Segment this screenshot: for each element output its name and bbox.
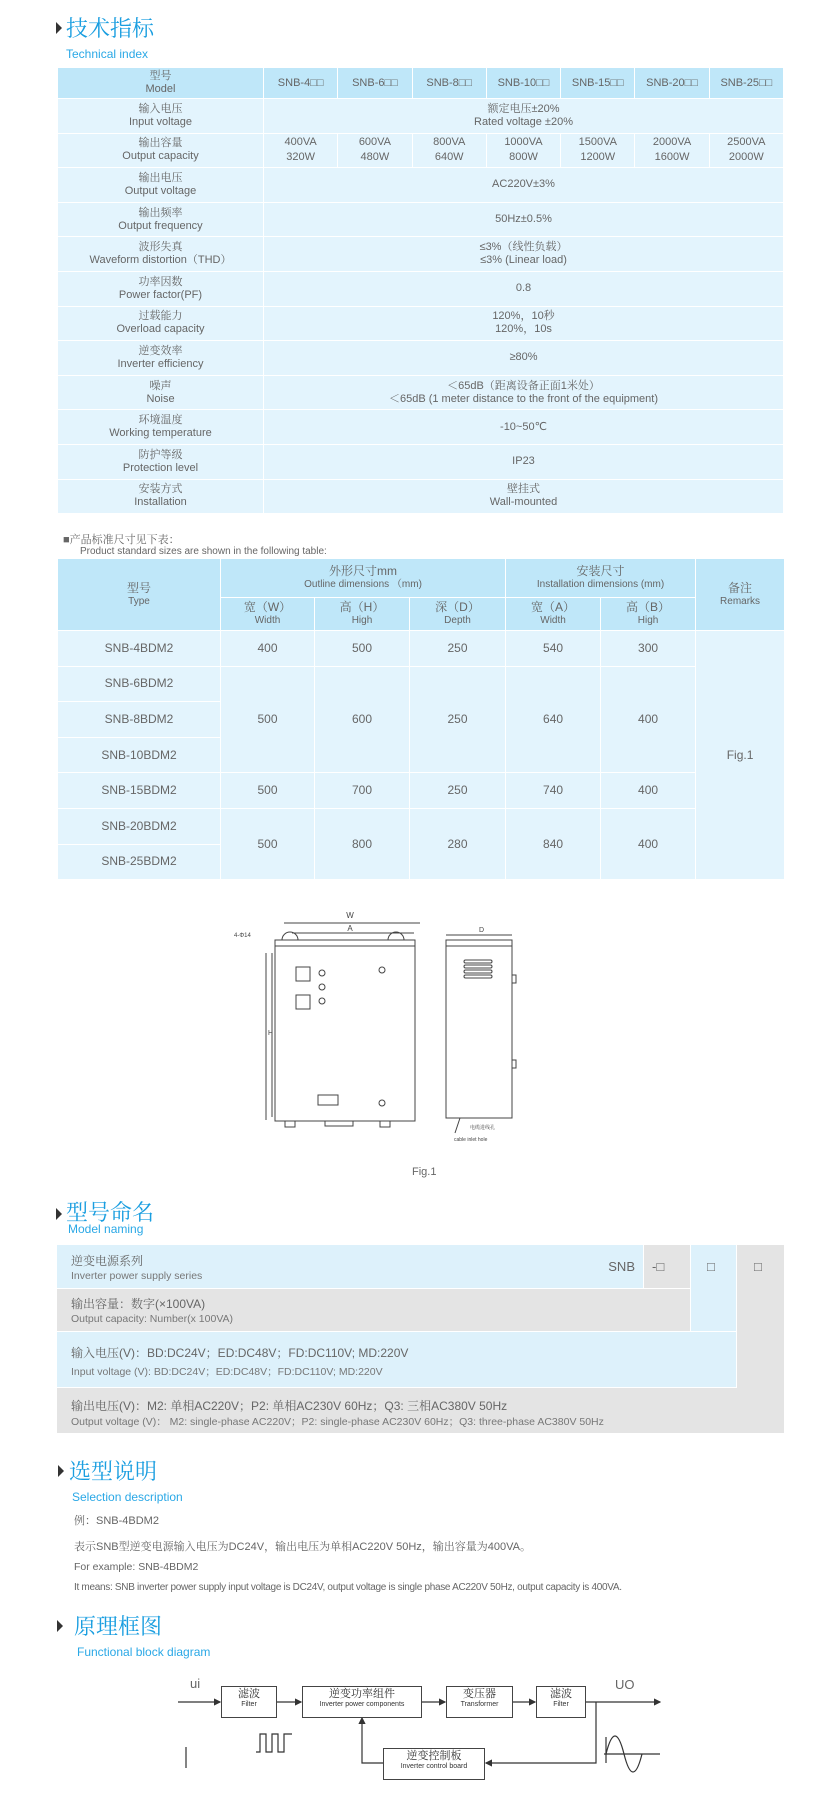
model-cell: SNB-15BDM2 xyxy=(58,773,221,809)
section-subtitle-block: Functional block diagram xyxy=(77,1645,211,1659)
meter-1 xyxy=(296,967,310,981)
slot-capacity: -□ xyxy=(652,1259,665,1274)
dimension-value: 400 xyxy=(601,808,696,879)
section-title-tech: 技术指标 xyxy=(66,17,155,42)
size-intro-en: Product standard sizes are shown in the following table: xyxy=(80,546,327,557)
spec-value xyxy=(264,444,784,479)
cell-line-cn: 800VA xyxy=(433,136,466,149)
spec-value xyxy=(264,133,338,168)
cell-line-en: Output frequency xyxy=(118,219,203,232)
spec-value xyxy=(264,306,784,341)
label-h: H xyxy=(268,1030,274,1037)
model-cell: SNB-8BDM2 xyxy=(58,702,221,738)
section-title-selection: 选型说明 xyxy=(69,1460,158,1485)
output-label: UO xyxy=(615,1677,635,1692)
cell-line-en: 120%，10s xyxy=(495,323,552,336)
cell-line-cn: 宽（W） xyxy=(243,600,292,614)
spec-label xyxy=(58,341,264,376)
spec-row xyxy=(58,133,784,168)
cell-line-en: Installation dimensions (mm) xyxy=(536,579,665,590)
block-label-en: Transformer xyxy=(460,1701,499,1708)
spec-value xyxy=(561,133,635,168)
cell-line-cn: 型号 xyxy=(149,70,172,82)
spec-label xyxy=(58,168,264,203)
section-subtitle-tech: Technical index xyxy=(66,47,149,61)
spec-value xyxy=(264,375,784,410)
block-inverter-power xyxy=(302,1686,422,1718)
cell-line-cn: 输出频率 xyxy=(138,206,183,219)
spec-row xyxy=(58,99,784,134)
cell-line-cn: 环境温度 xyxy=(138,414,183,427)
spec-label xyxy=(58,271,264,306)
cell-line-cn: 2000VA xyxy=(652,136,692,149)
cell-line-en: Outline dimensions （mm) xyxy=(304,579,422,590)
header-install xyxy=(506,559,696,598)
model-cell: SNB-10BDM2 xyxy=(58,737,221,773)
dimension-value: 640 xyxy=(506,666,601,773)
cell-line-cn: 宽（A） xyxy=(531,600,576,614)
block-label-en: Filter xyxy=(553,1701,569,1708)
slot-output: □ xyxy=(754,1259,762,1274)
capacity-cn: 输出容量：数字(×100VA) xyxy=(71,1297,206,1311)
cell-line-cn: ≥80% xyxy=(509,351,538,364)
spec-row xyxy=(58,341,784,376)
dimension-value: 600 xyxy=(315,666,410,773)
spec-value xyxy=(264,341,784,376)
dimension-value: 700 xyxy=(315,773,410,809)
header-model: SNB-15□□ xyxy=(561,68,635,99)
cell-line-en: 1600W xyxy=(654,151,690,164)
block-filter-in xyxy=(221,1686,277,1718)
cell-line-cn: 额定电压±20% xyxy=(487,102,560,115)
dimension-value: 280 xyxy=(410,808,506,879)
cell-line-en: Installation xyxy=(134,496,187,509)
header-dimension xyxy=(506,598,601,631)
spec-value xyxy=(709,133,783,168)
dimension-value: 250 xyxy=(410,773,506,809)
cell-line-cn: 1000VA xyxy=(504,136,543,149)
block-label-cn: 滤波 xyxy=(550,1688,572,1700)
cell-line-cn: 2500VA xyxy=(727,136,766,149)
cell-line-en: Noise xyxy=(146,392,175,405)
spec-row xyxy=(58,410,784,445)
cell-line-en: Wall-mounted xyxy=(489,496,558,509)
cell-line-en: Inverter efficiency xyxy=(117,357,204,370)
spec-value xyxy=(338,133,412,168)
dimension-value: 540 xyxy=(506,631,601,667)
spec-label xyxy=(58,410,264,445)
label-cable-cn: 电缆进线孔 xyxy=(470,1125,496,1131)
cell-line-cn: 壁挂式 xyxy=(507,483,540,496)
input-en: Input voltage (V): BD:DC24V；ED:DC48V；FD:DC110V; MD:220V xyxy=(71,1366,383,1378)
section-subtitle-naming: Model naming xyxy=(68,1222,144,1236)
meaning-en: It means: SNB inverter power supply input voltage is DC24V, output voltage is single phase AC220V 50Hz, output capacity is 400VA. xyxy=(74,1582,622,1593)
naming-row-output xyxy=(57,1388,784,1433)
cell-line-cn: 输入电压 xyxy=(138,102,183,115)
cell-line-en: Remarks xyxy=(720,595,761,607)
cell-line-cn: -10~50℃ xyxy=(500,420,547,433)
cell-line-en: Working temperature xyxy=(109,427,212,440)
cell-line-en: Output voltage xyxy=(124,184,197,197)
meter-2 xyxy=(296,995,310,1009)
cabinet-drawing xyxy=(230,905,570,1155)
cell-line-cn: ＜65dB（距离设备正面1米处） xyxy=(447,379,600,392)
section-title-naming: 型号命名 xyxy=(66,1201,155,1226)
header-remarks xyxy=(696,559,785,631)
spec-label xyxy=(58,375,264,410)
spec-value xyxy=(264,202,784,237)
block-transformer xyxy=(446,1686,513,1718)
cell-line-cn: 安装尺寸 xyxy=(576,564,625,578)
section-arrow-icon xyxy=(57,1620,63,1632)
section-subtitle-selection: Selection description xyxy=(72,1490,183,1504)
label-a: A xyxy=(347,924,353,933)
slot-input: □ xyxy=(707,1259,715,1274)
section-arrow-icon xyxy=(56,22,62,34)
spec-header-row xyxy=(58,68,784,99)
cell-line-en: Output capacity xyxy=(122,150,199,163)
dimension-value: 400 xyxy=(601,666,696,773)
spec-label xyxy=(58,133,264,168)
block-label-cn: 逆变控制板 xyxy=(406,1750,462,1762)
spec-label xyxy=(58,306,264,341)
cell-line-en: ＜65dB (1 meter distance to the front of the equipment) xyxy=(388,392,659,405)
dimension-value: 740 xyxy=(506,773,601,809)
dimension-value: 840 xyxy=(506,808,601,879)
input-label: ui xyxy=(190,1676,201,1691)
spec-row xyxy=(58,271,784,306)
cell-line-en: 320W xyxy=(286,151,316,164)
spec-value xyxy=(264,479,784,514)
spec-row xyxy=(58,306,784,341)
cell-line-cn: 输出容量 xyxy=(138,137,183,150)
output-en: Output voltage (V)： M2: single-phase AC220V；P2: single-phase AC230V 60Hz；Q3: three-phase AC380V 50Hz xyxy=(71,1416,604,1428)
header-model: SNB-4□□ xyxy=(264,68,338,99)
cell-line-en: Waveform distortion（THD） xyxy=(89,254,232,267)
capacity-en: Output capacity: Number(x 100VA) xyxy=(71,1313,234,1325)
spec-label xyxy=(58,444,264,479)
mount-rail xyxy=(275,940,415,946)
example-cn: 例：SNB-4BDM2 xyxy=(74,1515,159,1527)
cell-line-cn: 波形失真 xyxy=(138,241,183,254)
input-cn: 输入电压(V)：BD:DC24V；ED:DC48V；FD:DC110V; MD:220V xyxy=(71,1346,409,1360)
dimension-value: 250 xyxy=(410,666,506,773)
cell-line-cn: 600VA xyxy=(358,136,392,149)
label-hole: 4-Φ14 xyxy=(234,933,251,939)
cell-line-en: 2000W xyxy=(728,151,764,164)
dimension-value: 500 xyxy=(221,666,315,773)
cell-line-cn: 外形尺寸mm xyxy=(329,564,398,578)
cell-line-cn: 型号 xyxy=(126,580,151,595)
section-title-block: 原理框图 xyxy=(74,1615,163,1640)
naming-row-series xyxy=(57,1245,644,1288)
dimension-value: 800 xyxy=(315,808,410,879)
cell-line-en: 640W xyxy=(434,151,464,164)
series-cn: 逆变电源系列 xyxy=(71,1254,144,1268)
lock-top xyxy=(379,967,385,973)
series-code: SNB xyxy=(608,1259,635,1274)
dimension-value: 500 xyxy=(315,631,410,667)
label-w: W xyxy=(346,911,354,920)
dimension-value: 400 xyxy=(221,631,315,667)
cell-line-en: High xyxy=(351,615,373,626)
cell-line-en: 480W xyxy=(360,151,390,164)
spec-row xyxy=(58,479,784,514)
terminal-strip xyxy=(325,1121,353,1126)
cell-line-en: 1200W xyxy=(580,151,616,164)
cell-line-cn: 深（D） xyxy=(435,600,480,614)
cell-line-en: High xyxy=(637,615,659,626)
header-type xyxy=(58,559,221,631)
header-dimension xyxy=(221,598,315,631)
cell-line-cn: ≤3%（线性负载） xyxy=(479,241,568,254)
figure-caption: Fig.1 xyxy=(412,1166,437,1178)
cell-line-en: Width xyxy=(254,615,281,626)
cell-line-cn: 噪声 xyxy=(149,379,172,392)
spec-value xyxy=(264,99,784,134)
header-dimension xyxy=(315,598,410,631)
spec-label xyxy=(58,202,264,237)
naming-row-input xyxy=(57,1331,737,1388)
cell-line-cn: 输出电压 xyxy=(138,171,183,184)
header-model: SNB-8□□ xyxy=(412,68,486,99)
meaning-cn: 表示SNB型逆变电源输入电压为DC24V，输出电压为单相AC220V 50Hz，输出容量为400VA。 xyxy=(74,1541,531,1553)
header-model-label xyxy=(58,68,264,99)
spec-row xyxy=(58,375,784,410)
size-intro-cn: ■产品标准尺寸见下表： xyxy=(63,534,180,546)
spec-value xyxy=(264,168,784,203)
spec-value xyxy=(264,410,784,445)
square-waveform xyxy=(256,1734,292,1752)
header-model: SNB-20□□ xyxy=(635,68,709,99)
spec-value xyxy=(264,271,784,306)
cell-line-cn: 高（B） xyxy=(626,600,671,614)
spec-row xyxy=(58,168,784,203)
spec-label xyxy=(58,99,264,134)
cell-line-en: Power factor(PF) xyxy=(118,288,203,301)
cell-line-cn: 0.8 xyxy=(515,282,532,295)
naming-input-column xyxy=(690,1245,737,1331)
cell-line-cn: 备注 xyxy=(728,580,753,595)
series-en: Inverter power supply series xyxy=(71,1270,203,1282)
cell-line-cn: 过载能力 xyxy=(138,310,183,323)
model-cell: SNB-20BDM2 xyxy=(58,808,221,844)
cell-line-cn: 逆变效率 xyxy=(138,344,183,357)
cell-line-en: Model xyxy=(145,83,176,95)
naming-row-capacity xyxy=(57,1288,690,1331)
dimension-value: 250 xyxy=(410,631,506,667)
header-dimension xyxy=(410,598,506,631)
block-label-en: Filter xyxy=(241,1701,257,1708)
cell-line-cn: IP23 xyxy=(512,455,535,468)
dimension-value: 400 xyxy=(601,773,696,809)
cell-line-cn: 120%，10秒 xyxy=(492,310,555,323)
spec-value xyxy=(486,133,560,168)
header-outline xyxy=(221,559,506,598)
size-table xyxy=(57,558,785,880)
cell-line-en: 800W xyxy=(509,151,538,164)
spec-row xyxy=(58,237,784,272)
size-row xyxy=(58,631,785,667)
size-row xyxy=(58,666,785,702)
lock-bottom xyxy=(379,1100,385,1106)
label-cable-en: cable inlet hole xyxy=(454,1137,488,1143)
remarks-value: Fig.1 xyxy=(696,631,785,880)
block-label-en: Inverter control board xyxy=(400,1763,468,1770)
block-label-cn: 滤波 xyxy=(238,1688,260,1700)
cell-line-en: Input voltage xyxy=(129,115,192,128)
block-control-board xyxy=(383,1748,485,1780)
example-en: For example: SNB-4BDM2 xyxy=(74,1561,199,1573)
spec-label xyxy=(58,237,264,272)
spec-label xyxy=(58,479,264,514)
spec-value xyxy=(412,133,486,168)
header-model: SNB-6□□ xyxy=(338,68,412,99)
dimension-value: 300 xyxy=(601,631,696,667)
cell-line-en: Rated voltage ±20% xyxy=(474,115,573,128)
cell-line-en: Type xyxy=(128,595,150,607)
header-dimension xyxy=(601,598,696,631)
model-cell: SNB-6BDM2 xyxy=(58,666,221,702)
cell-line-cn: AC220V±3% xyxy=(492,178,555,191)
cabinet-side xyxy=(446,946,512,1118)
section-arrow-icon xyxy=(58,1465,64,1477)
block-label-cn: 变压器 xyxy=(463,1688,496,1700)
output-cn: 输出电压(V)：M2: 单相AC220V；P2: 单相AC230V 60Hz；Q3: 三相AC380V 50Hz xyxy=(71,1399,508,1413)
cell-line-en: Width xyxy=(540,615,566,626)
cell-line-en: Overload capacity xyxy=(116,323,205,336)
cell-line-en: Protection level xyxy=(122,461,199,474)
header-model: SNB-10□□ xyxy=(486,68,560,99)
size-row xyxy=(58,808,785,844)
block-label-en: Inverter power components xyxy=(319,1701,405,1708)
cell-line-cn: 安装方式 xyxy=(138,483,183,496)
dimension-value: 500 xyxy=(221,773,315,809)
cell-line-cn: 防护等级 xyxy=(138,448,183,461)
cell-line-cn: 高（H） xyxy=(339,600,385,614)
size-row xyxy=(58,773,785,809)
spec-value xyxy=(264,237,784,272)
header-model: SNB-25□□ xyxy=(709,68,783,99)
spec-table xyxy=(57,67,784,514)
cell-line-cn: 50Hz±0.5% xyxy=(495,213,552,226)
spec-value xyxy=(635,133,709,168)
section-arrow-icon xyxy=(56,1208,62,1220)
block-label-cn: 逆变功率组件 xyxy=(329,1688,395,1700)
switch-panel xyxy=(318,1095,338,1105)
label-d: D xyxy=(479,927,485,934)
cell-line-cn: 400VA xyxy=(284,136,317,149)
cell-line-en: Depth xyxy=(444,615,471,626)
cell-line-cn: 功率因数 xyxy=(138,275,183,288)
block-filter-out xyxy=(536,1686,586,1718)
dimension-value: 500 xyxy=(221,808,315,879)
spec-row xyxy=(58,444,784,479)
size-header-row xyxy=(58,559,785,598)
cell-line-en: ≤3% (Linear load) xyxy=(480,254,567,267)
cell-line-cn: 1500VA xyxy=(578,136,617,149)
model-cell: SNB-4BDM2 xyxy=(58,631,221,667)
model-cell: SNB-25BDM2 xyxy=(58,844,221,880)
spec-row xyxy=(58,202,784,237)
